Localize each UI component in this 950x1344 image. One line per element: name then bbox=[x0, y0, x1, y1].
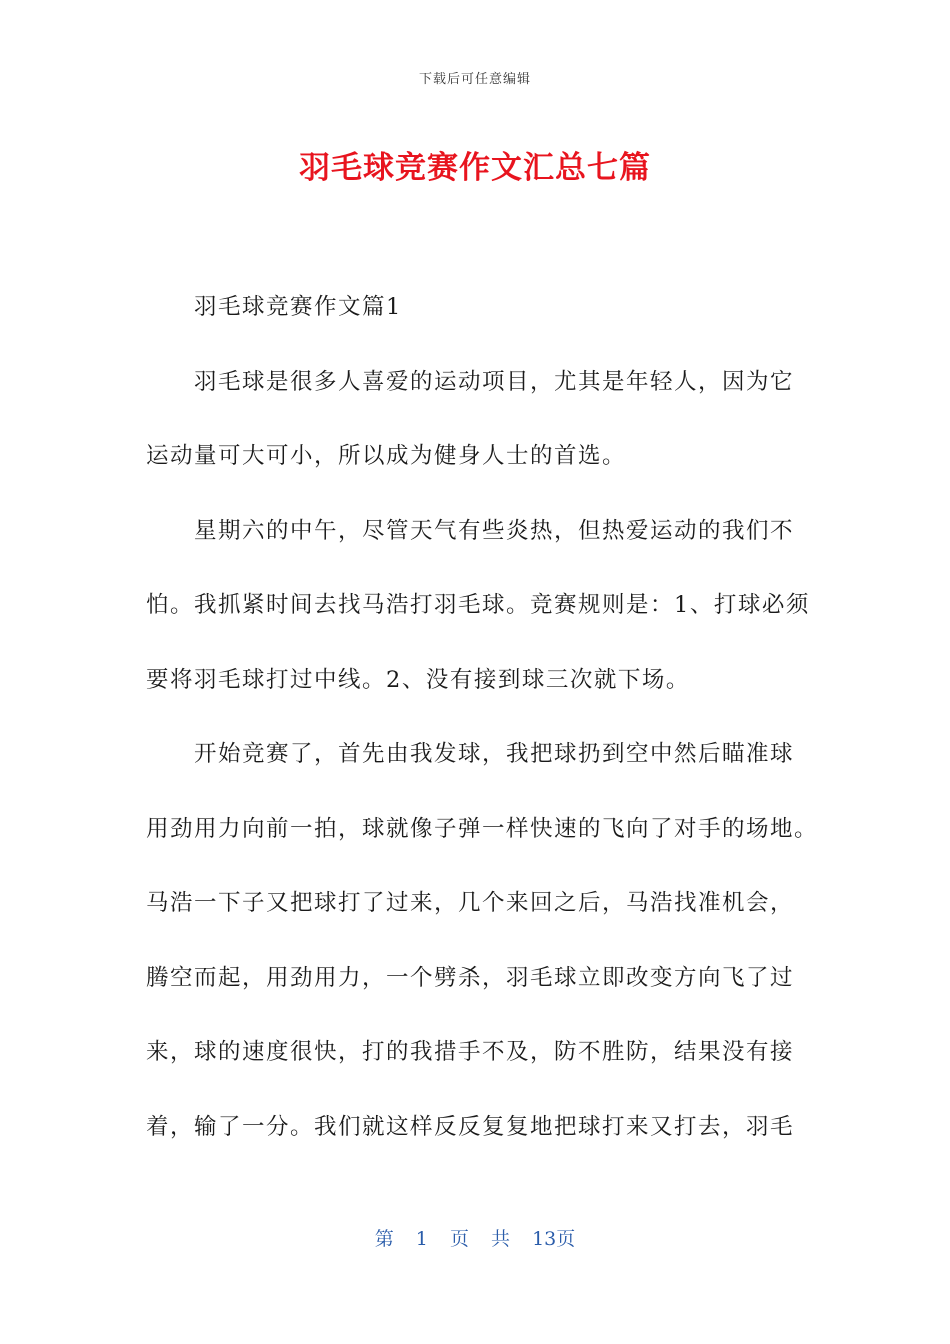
paragraph-line: 星期六的中午，尽管天气有些炎热，但热爱运动的我们不 bbox=[194, 517, 795, 544]
paragraph-line: 来，球的速度很快，打的我措手不及，防不胜防，结果没有接 bbox=[146, 1039, 795, 1065]
paragraph-line: 马浩一下子又把球打了过来，几个来回之后，马浩找准机会， bbox=[146, 890, 795, 916]
paragraph-line: 怕。我抓紧时间去找马浩打羽毛球。竞赛规则是：1、打球必须 bbox=[146, 592, 810, 618]
document-body bbox=[146, 270, 819, 1164]
footer-total-label: 共 bbox=[491, 1228, 511, 1250]
footer-page-suffix: 页 bbox=[449, 1228, 469, 1250]
document-title: 羽毛球竞赛作文汇总七篇 bbox=[299, 150, 651, 186]
footer-page-label: 第 bbox=[374, 1228, 394, 1250]
paragraph-line: 用劲用力向前一拍，球就像子弹一样快速的飞向了对手的场地。 bbox=[146, 815, 819, 842]
header-note: 下载后可任意编辑 bbox=[418, 72, 531, 87]
footer-total-pages: 13页 bbox=[532, 1228, 576, 1250]
page-footer bbox=[0, 1224, 950, 1251]
paragraph-line: 羽毛球是很多人喜爱的运动项目，尤其是年轻人，因为它 bbox=[194, 368, 795, 395]
paragraph-line: 运动量可大可小，所以成为健身人士的首选。 bbox=[146, 443, 627, 469]
section-heading: 羽毛球竞赛作文篇1 bbox=[194, 294, 402, 320]
paragraph-line: 腾空而起，用劲用力，一个劈杀，羽毛球立即改变方向飞了过 bbox=[146, 964, 795, 991]
paragraph-line: 要将羽毛球打过中线。2、没有接到球三次就下场。 bbox=[146, 666, 690, 693]
footer-page-number: 1 bbox=[415, 1228, 428, 1250]
paragraph-line: 开始竞赛了，首先由我发球，我把球扔到空中然后瞄准球 bbox=[194, 741, 795, 767]
paragraph-line: 着，输了一分。我们就这样反反复复地把球打来又打去，羽毛 bbox=[146, 1113, 795, 1140]
